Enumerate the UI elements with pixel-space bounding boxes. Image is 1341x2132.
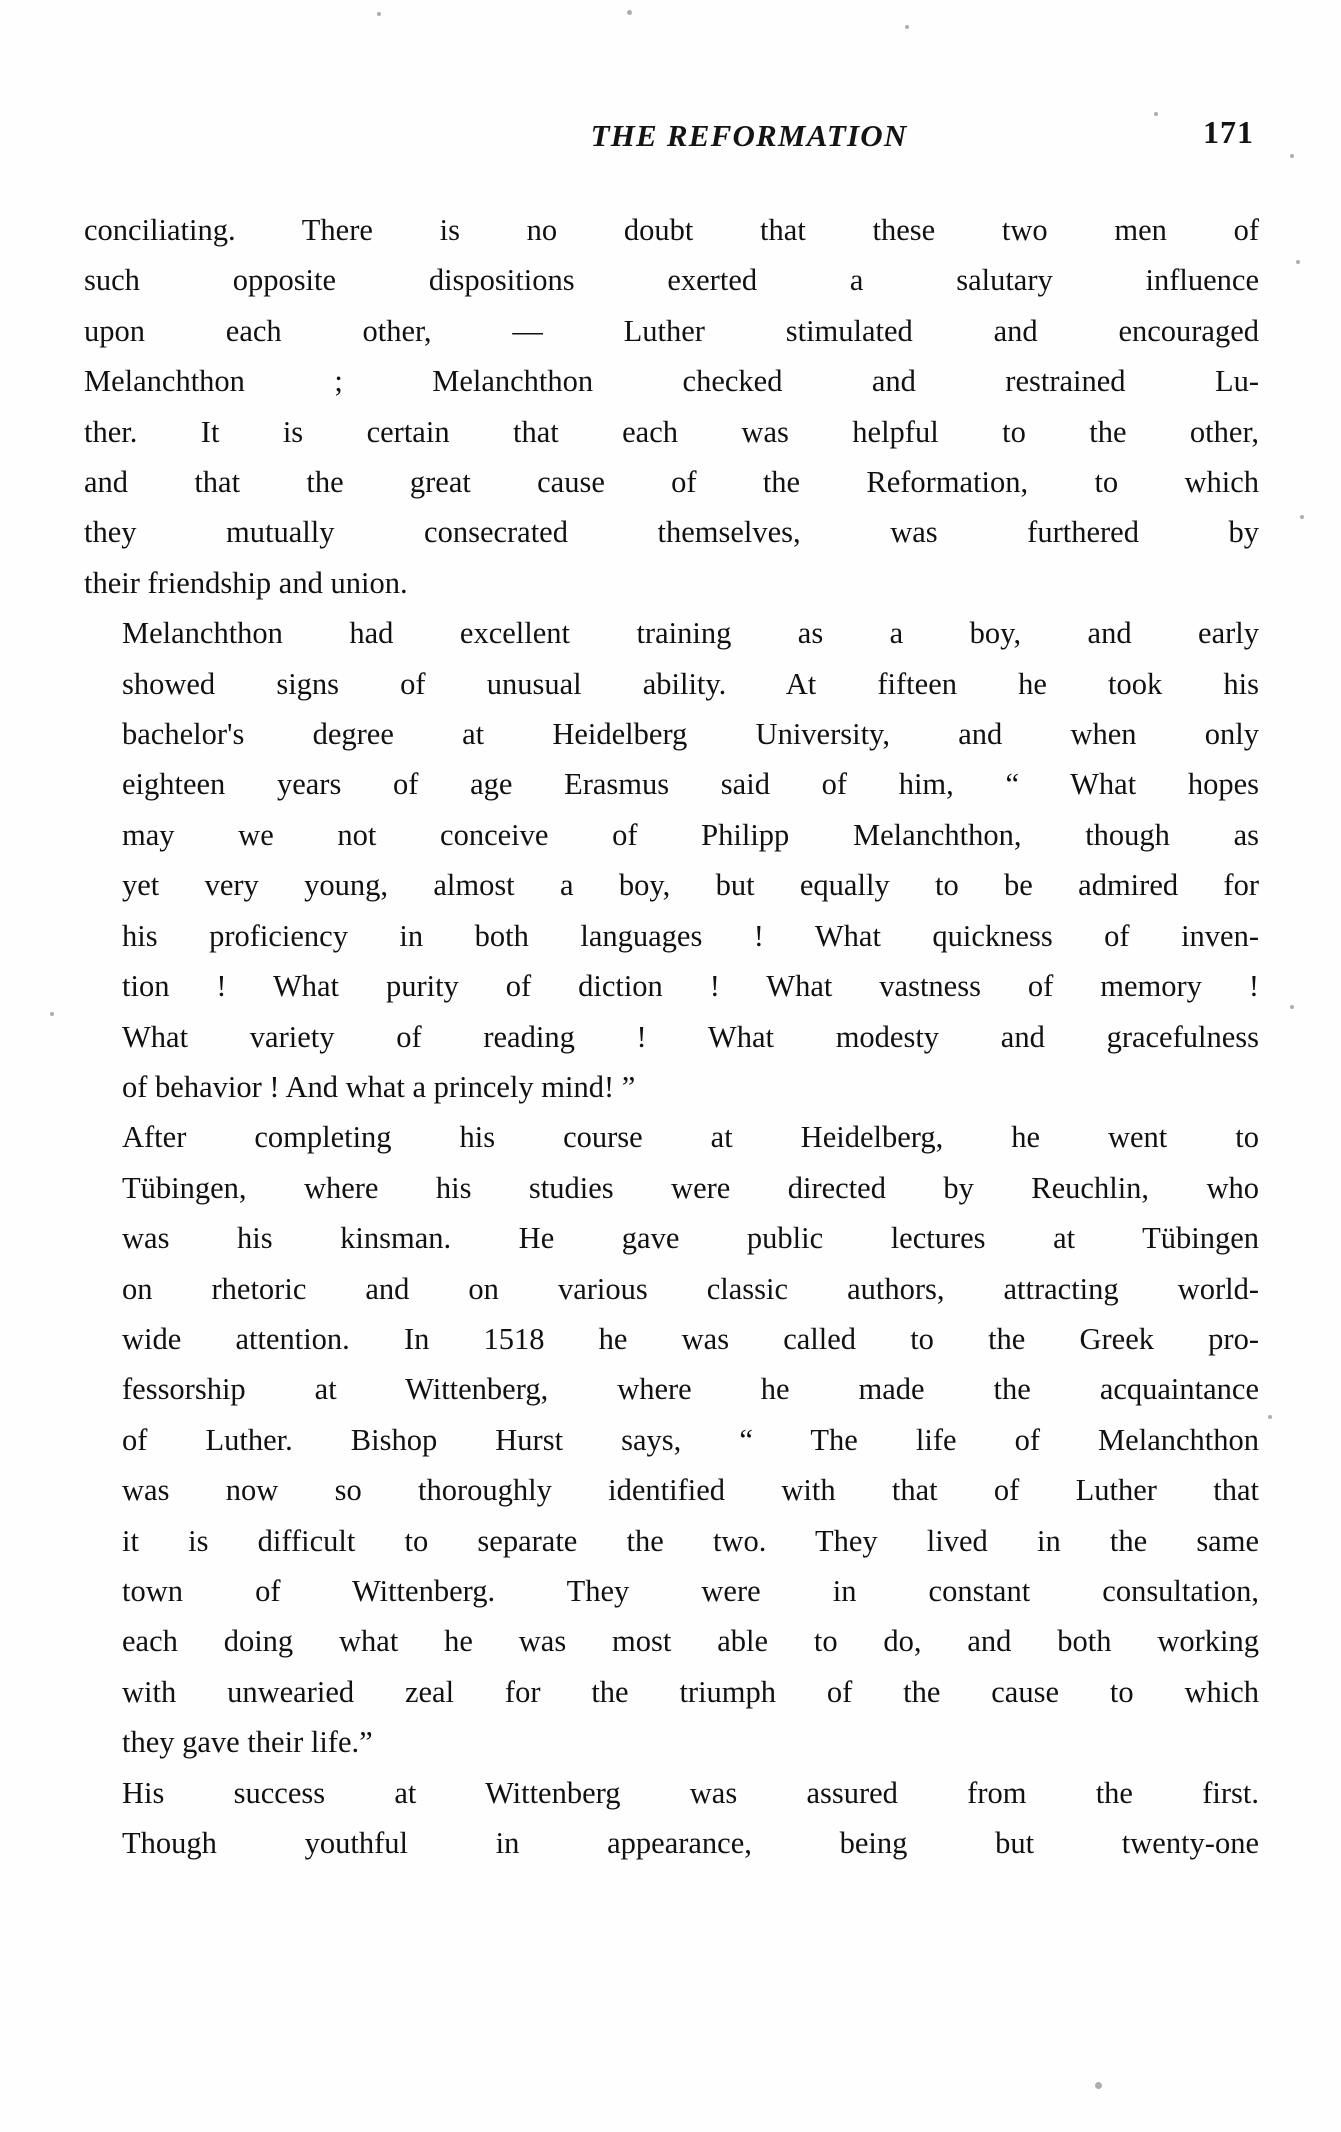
page-speck [377,12,381,16]
page-speck [1268,1415,1272,1419]
paragraph-2 [84,608,1259,1112]
text-line: such opposite dispositions exerted a salutary influence [84,263,1259,298]
text-line: was now so thoroughly identified with that of Luther that [122,1473,1259,1508]
text-line: bachelor's degree at Heidelberg University, and when only [122,717,1259,752]
text-line: After completing his course at Heidelberg, he went to [122,1120,1259,1155]
page-speck [50,1012,54,1016]
page-speck [1095,2082,1102,2089]
text-line: it is difficult to separate the two. They lived in the same [122,1523,1259,1558]
page-speck [905,25,909,29]
text-line: they mutually consecrated themselves, was furthered by [84,515,1259,550]
text-line: fessorship at Wittenberg, where he made the acquaintance [122,1372,1259,1407]
text-line: his proficiency in both languages ! What quickness of inven- [122,918,1259,953]
text-line: What variety of reading ! What modesty and gracefulness [122,1019,1259,1054]
text-line: their friendship and union. [84,565,408,600]
text-line: His success at Wittenberg was assured from the first. [122,1775,1259,1810]
text-line: wide attention. In 1518 he was called to the Greek pro- [122,1321,1259,1356]
text-line: yet very young, almost a boy, but equally to be admired for [122,868,1259,903]
text-line: Tübingen, where his studies were directed by Reuchlin, who [122,1170,1259,1205]
running-title: THE REFORMATION [590,118,908,153]
text-line: Melanchthon had excellent training as a boy, and early [122,616,1259,651]
text-line: Melanchthon ; Melanchthon checked and restrained Lu- [84,364,1259,399]
page-speck [1290,1005,1294,1009]
text-line: on rhetoric and on various classic authors, attracting world- [122,1271,1259,1306]
text-line: of behavior ! And what a princely mind! ” [122,1069,636,1104]
page-number: 171 [1203,114,1254,150]
text-line: town of Wittenberg. They were in constant consultation, [122,1573,1259,1608]
text-line: showed signs of unusual ability. At fifteen he took his [122,666,1259,701]
text-line: ther. It is certain that each was helpful to the other, [84,414,1259,449]
text-line: eighteen years of age Erasmus said of him, “ What hopes [122,767,1259,802]
text-line: of Luther. Bishop Hurst says, “ The life of Melanchthon [122,1422,1259,1457]
page-header [84,114,1264,168]
page-speck [1290,154,1294,158]
text-line: with unwearied zeal for the triumph of the cause to which [122,1674,1259,1709]
page-speck [1300,515,1304,519]
page-speck [1154,112,1158,116]
text-line: Though youthful in appearance, being but twenty-one [122,1826,1259,1860]
page-speck [1296,260,1300,264]
text-line: each doing what he was most able to do, and both working [122,1624,1259,1659]
paragraph-1 [84,205,1259,608]
text-line: and that the great cause of the Reformation, to which [84,465,1259,500]
text-line: they gave their life.” [122,1725,373,1760]
page-speck [627,10,632,15]
text-line: tion ! What purity of diction ! What vastness of memory ! [122,969,1259,1004]
paragraph-3 [84,1112,1259,1767]
text-line: conciliating. There is no doubt that these two men of [84,213,1259,247]
paragraph-4 [84,1768,1259,1869]
body-text [84,205,1259,1868]
text-line: may we not conceive of Philipp Melanchthon, though as [122,817,1259,852]
text-line: was his kinsman. He gave public lectures at Tübingen [122,1221,1259,1256]
text-line: upon each other, — Luther stimulated and encouraged [84,313,1259,348]
